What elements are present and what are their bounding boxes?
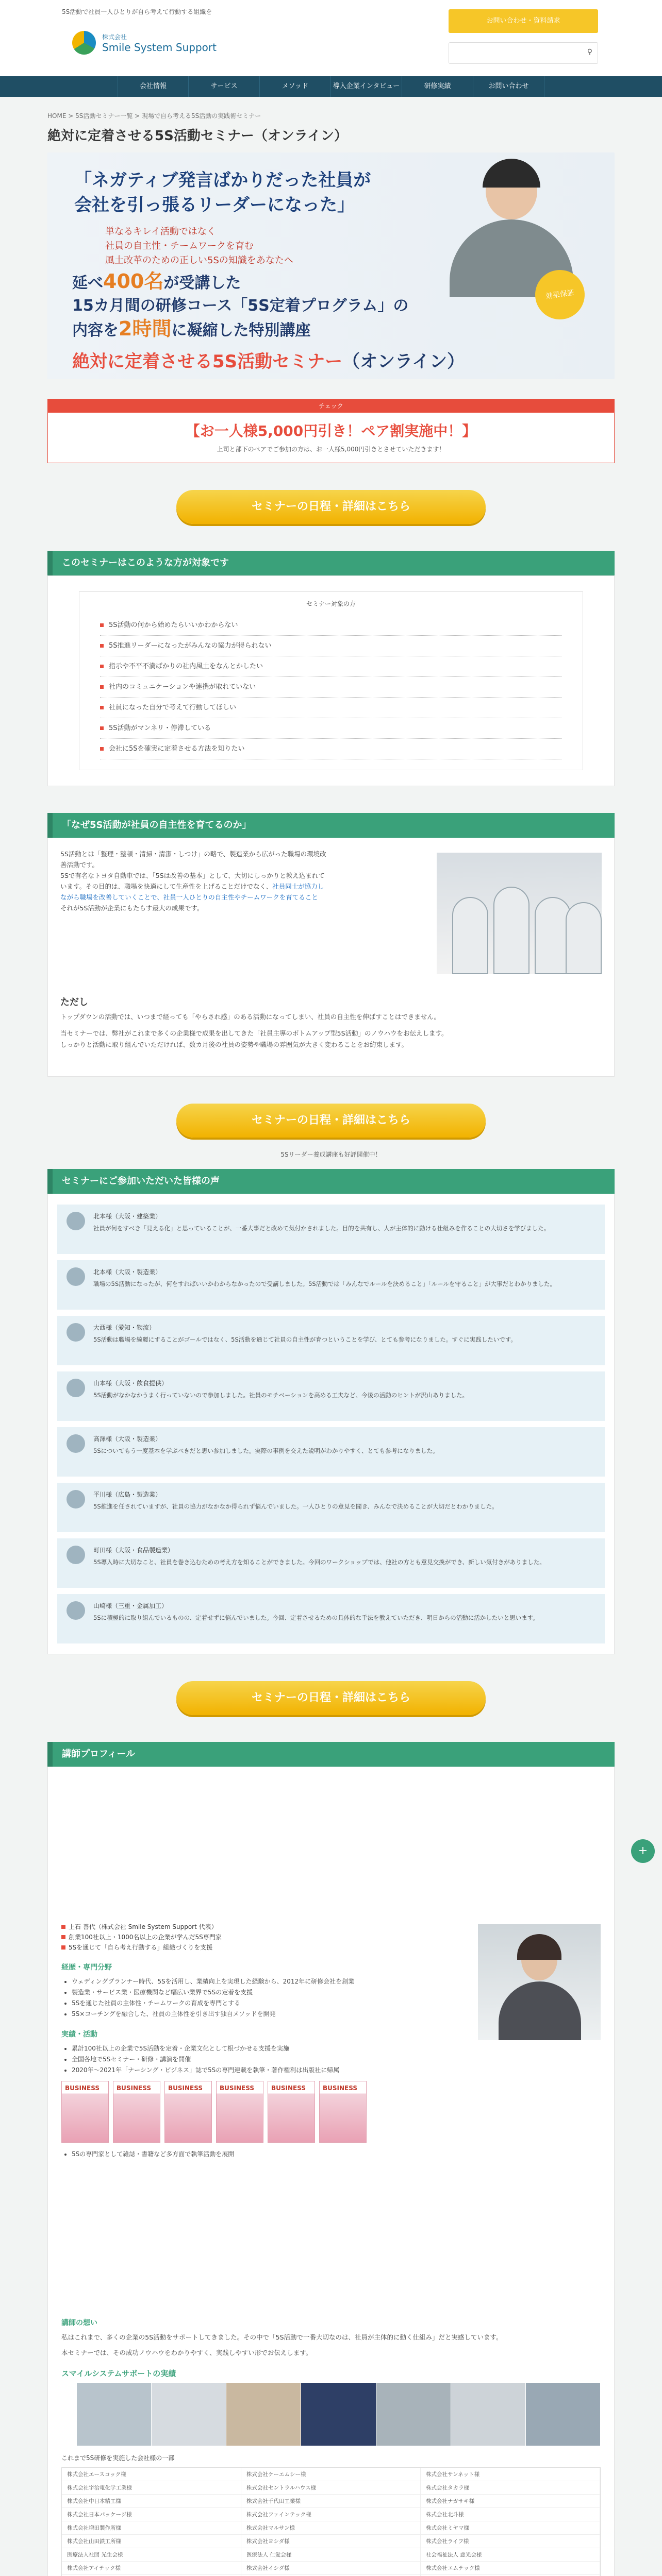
company-cell: 株式会社タカラ様 bbox=[421, 2481, 600, 2495]
page-title: 絶対に定着させる5S活動セミナー（オンライン） bbox=[47, 128, 348, 144]
company-cell: 株式会社エースコック様 bbox=[62, 2468, 241, 2481]
results-list: • 累計100社以上の企業で5S活動を定着・企業文化として根づかせる支援を実施 • 全国各地で5Sセミナー・研修・講演を開催 • 2020年〜2021年「ナーシング・ビジネス」誌で5Sの専門連載を執筆・著作権利は出版社に帰属 bbox=[61, 2043, 422, 2076]
avatar bbox=[67, 1267, 85, 1286]
magazine-cover bbox=[319, 2081, 367, 2143]
magazine-covers bbox=[61, 2081, 422, 2143]
team-photo bbox=[437, 853, 602, 974]
why-bottom-text: トップダウンの活動では、いつまで経っても「やらされ感」のある活動になってしまい、社員の自主性を伸ばすことはできません。 当セミナーでは、弊社がこれまで多くの企業様で成果を出してきた「社員主導のボトムアップ型5S活動」のノウハウをお伝えします。 しっかりと活動に取り組んでいただければ、数カ月後の社員の姿勢や職場の雰囲気が大きく変わることをお約束します。 bbox=[60, 1013, 448, 1048]
nav-company[interactable]: 会社情報 bbox=[118, 76, 189, 97]
results-heading: 実績・活動 bbox=[61, 2030, 97, 2039]
hero-headline: 延べ400名が受講した 15カ月間の研修コース「5S定着プログラム」の 内容を2時間に凝縮した特別講座 bbox=[72, 270, 409, 340]
profile-line: 5Sを通じて「自ら考え行動する」組織づくりを支援 bbox=[61, 1942, 422, 1953]
guarantee-badge: 効果保証 bbox=[532, 267, 588, 323]
campaign-title: 【お一人様5,000円引き！ペア割実施中！】 bbox=[185, 422, 477, 439]
magazine-cover bbox=[268, 2081, 315, 2143]
nav-contact[interactable]: お問い合わせ bbox=[473, 76, 544, 97]
company-prefix: 株式会社 bbox=[102, 33, 127, 41]
avatar bbox=[67, 1323, 85, 1342]
why-heading: 「なぜ5S活動が社員の自主性を育てるのか」 bbox=[47, 813, 615, 838]
hero-quote: 「ネガティブ発言ばかりだった社員が 会社を引っ張るリーダーになった」 bbox=[74, 170, 371, 215]
company-cell: 株式会社増田製作所様 bbox=[62, 2521, 241, 2535]
avatar bbox=[67, 1601, 85, 1620]
profile-panel bbox=[47, 1767, 615, 2576]
support-photo bbox=[301, 2383, 376, 2446]
profile-heading: 講師プロフィール bbox=[47, 1742, 615, 1767]
however-heading: ただし bbox=[60, 997, 88, 1008]
instructor-photo bbox=[478, 1924, 601, 2040]
company-cell: 株式会社日本パッケージ様 bbox=[62, 2508, 241, 2521]
avatar bbox=[67, 1212, 85, 1230]
seminar-details-button[interactable]: セミナーの日程・詳細はこちら bbox=[176, 1104, 486, 1138]
avatar bbox=[67, 1379, 85, 1397]
magazine-cover bbox=[61, 2081, 109, 2143]
site-header bbox=[0, 0, 662, 76]
company-cell: 株式会社ファインテック様 bbox=[241, 2508, 421, 2521]
voice-item: 町田様（大阪・食品製造業） 5S導入時に大切なこと、社員を巻き込むための考え方を知ることができました。今回のワークショップでは、他社の方とも意見交換ができ、新しい気付きがありました。 bbox=[57, 1538, 605, 1588]
company-cell: 株式会社ヨシダ様 bbox=[241, 2535, 421, 2548]
campaign-label: チェック bbox=[48, 399, 614, 413]
target-heading: このセミナーはこのような方が対象です bbox=[47, 551, 615, 575]
company-cell: 株式会社北斗様 bbox=[421, 2508, 600, 2521]
company-cell: 株式会社エムテック様 bbox=[421, 2562, 600, 2575]
search-icon[interactable]: ⚲ bbox=[587, 48, 592, 56]
floating-plus-button[interactable]: + bbox=[631, 1839, 655, 1863]
nav-results[interactable]: 研修実績 bbox=[402, 76, 473, 97]
pin-icon bbox=[61, 1925, 65, 1929]
support-photo bbox=[526, 2383, 601, 2446]
target-item: 社内のコミュニケーションや連携が取れていない bbox=[100, 677, 562, 698]
target-item: 5S活動がマンネリ・停滞している bbox=[100, 718, 562, 739]
contact-button[interactable]: お問い合わせ・資料請求 bbox=[449, 9, 598, 33]
message-text-2: 本セミナーでは、その成功ノウハウをわかりやすく、実践しやすい形でお伝えします。 bbox=[61, 2349, 312, 2357]
support-photos bbox=[77, 2383, 601, 2446]
company-cell: 株式会社ケーエムシー様 bbox=[241, 2468, 421, 2481]
company-cell: 株式会社サンネット様 bbox=[421, 2468, 600, 2481]
career-list: • ウェディングプランナー時代、5Sを活用し、業績向上を実現した経験から、2012年に研修会社を創業 • 製造業・サービス業・医療機関など幅広い業界で5Sの定着を支援 • 5Sを通じた社員の主体性・チームワークの育成を専門とする • 5S×コーチングを融合した、社員の主体性を引き出す独自メソッドを開発 bbox=[61, 1976, 422, 2020]
company-name: Smile System Support bbox=[102, 41, 217, 54]
support-photo bbox=[77, 2383, 152, 2446]
hero-sublines: 単なるキレイ活動ではなく 社員の自主性・チームワークを育む 風土改革のための正しい5Sの知識をあなたへ bbox=[105, 226, 293, 266]
avatar bbox=[67, 1490, 85, 1509]
avatar bbox=[67, 1434, 85, 1453]
company-cell: 株式会社山田鉄工所様 bbox=[62, 2535, 241, 2548]
company-cell: 医療法人社団 光生会様 bbox=[62, 2548, 241, 2562]
company-cell: 株式会社アイテック様 bbox=[62, 2562, 241, 2575]
magazine-note: • 5Sの専門家として雑誌・書籍など多方面で執筆活動を展開 bbox=[72, 2149, 422, 2160]
main-content bbox=[47, 97, 615, 2576]
company-cell: 株式会社ナガサキ様 bbox=[421, 2495, 600, 2508]
target-panel bbox=[47, 575, 615, 786]
target-box-title: セミナー対象の方 bbox=[306, 600, 356, 607]
leader-course-note[interactable]: 5Sリーダー養成講座も好評開催中！ bbox=[280, 1151, 382, 1158]
companies-table bbox=[61, 2467, 601, 2576]
company-cell: 社会福祉法人 慈光会様 bbox=[421, 2548, 600, 2562]
hero-seminar-title: 絶対に定着させる5S活動セミナー（オンライン） bbox=[72, 351, 465, 372]
support-photo bbox=[376, 2383, 451, 2446]
campaign-text: 上司と部下のペアでご参加の方は、お一人様5,000円引きとさせていただきます！ bbox=[217, 446, 445, 453]
voice-item: 高澤様（大阪・製造業） 5Sについてもう一度基本を学ぶべきだと思い参加しました。実際の事例を交えた説明がわかりやすく、とても参考になりました。 bbox=[57, 1427, 605, 1477]
voices-heading: セミナーにご参加いただいた皆様の声 bbox=[47, 1169, 615, 1194]
search-input[interactable] bbox=[449, 42, 598, 64]
voices-panel bbox=[47, 1194, 615, 1654]
voice-item: 平川様（広島・製造業） 5S推進を任されていますが、社員の協力がなかなか得られず悩んでいました。一人ひとりの意見を聞き、みんなで決めることが大切だとわかりました。 bbox=[57, 1483, 605, 1532]
company-cell: 株式会社ライフ様 bbox=[421, 2535, 600, 2548]
header-tagline: 5S活動で社員一人ひとりが自ら考えて行動する組織を bbox=[62, 8, 212, 15]
voice-item: 山本様（大阪・飲食提供） 5S活動がなかなかうまく行っていないので参加しました。社員のモチベーションを高める工夫など、今後の活動のヒントが沢山ありました。 bbox=[57, 1371, 605, 1421]
seminar-details-button[interactable]: セミナーの日程・詳細はこちら bbox=[176, 490, 486, 524]
main-nav bbox=[0, 76, 662, 97]
magazine-cover bbox=[113, 2081, 160, 2143]
why-panel bbox=[47, 838, 615, 1077]
pin-icon bbox=[61, 1935, 65, 1939]
nav-services[interactable]: サービス bbox=[189, 76, 260, 97]
breadcrumb[interactable]: HOME > 5S活動セミナー一覧 > 現場で自ら考える5S活動の実践術セミナー bbox=[47, 112, 261, 120]
pin-icon bbox=[61, 1945, 65, 1950]
target-item: 会社に5Sを確実に定着させる方法を知りたい bbox=[100, 739, 562, 759]
support-photo bbox=[226, 2383, 301, 2446]
career-heading: 経歴・専門分野 bbox=[61, 1963, 112, 1972]
profile-line: 上石 善代（株式会社 Smile System Support 代表） bbox=[61, 1922, 422, 1932]
company-cell: 株式会社セントラルハウス様 bbox=[241, 2481, 421, 2495]
voice-item: 山崎様（三重・金属加工） 5Sに積極的に取り組んでいるものの、定着せずに悩んでいました。今回、定着させるための具体的な手法を教えていただき、明日からの活動に活かしたいと思います。 bbox=[57, 1594, 605, 1643]
message-text: 私はこれまで、多くの企業の5S活動をサポートしてきました。その中で「5S活動で一番大切なのは、社員が主体的に動く仕組み」だと実感しています。 bbox=[61, 2333, 503, 2341]
company-cell: 株式会社ミヤマ様 bbox=[421, 2521, 600, 2535]
company-cell: 株式会社宇治電化学工業様 bbox=[62, 2481, 241, 2495]
target-item: 社員になった自分で考えて行動してほしい bbox=[100, 698, 562, 718]
voice-item: 北本様（大阪・建築業） 社員が何をすべき「見える化」と思っていることが、一番大事だと改めて気付かされました。目的を共有し、人が主体的に動ける仕組みを作ることの大切さを学びました。 bbox=[57, 1205, 605, 1254]
hero-banner bbox=[47, 152, 615, 379]
voice-item: 北本様（大阪・製造業） 職場の5S活動になったが、何をすればいいかわからなかったので受講しました。5S活動では「みんなでルールを決めること」「ルールを守ること」が大事だとわかりました。 bbox=[57, 1260, 605, 1310]
company-cell: 株式会社千代田工業様 bbox=[241, 2495, 421, 2508]
support-photo bbox=[451, 2383, 526, 2446]
avatar bbox=[67, 1546, 85, 1564]
nav-method[interactable]: メソッド bbox=[260, 76, 331, 97]
support-heading: スマイルシステムサポートの実績 bbox=[61, 2369, 176, 2378]
support-photo bbox=[152, 2383, 226, 2446]
why-text: 5S活動とは「整理・整頓・清掃・清潔・しつけ」の略で、製造業から広がった職場の環境改善活動です。 5Sで有名なトヨタ自動車では、「5Sは改善の基本」として、大切にしっかりと教え込まれています。その目的は、職場を快適にして生産性を上げることだけでなく、社員同士が協力しながら職場を改善していくことで、社員一人ひとりの自主性やチームワークを育てること それが5S活動が企業にもたらす最大の成果です。 bbox=[60, 850, 326, 912]
target-item: 5S推進リーダーになったがみんなの協力が得られない bbox=[100, 636, 562, 656]
company-cell: 株式会社中日本精工様 bbox=[62, 2495, 241, 2508]
company-cell: 株式会社マルサン様 bbox=[241, 2521, 421, 2535]
magazine-cover bbox=[216, 2081, 263, 2143]
companies-heading: これまで5S研修を実施した会社様の一部 bbox=[61, 2454, 175, 2462]
logo-mark-icon bbox=[72, 31, 96, 55]
campaign-box bbox=[47, 399, 615, 463]
company-cell: 医療法人 仁愛会様 bbox=[241, 2548, 421, 2562]
voice-item: 大西様（愛知・物流） 5S活動は職場を綺麗にすることがゴールではなく、5S活動を通じて社員の自主性が育つということを学び、とても参考になりました。すぐに実践したいです。 bbox=[57, 1316, 605, 1365]
seminar-details-button[interactable]: セミナーの日程・詳細はこちら bbox=[176, 1681, 486, 1715]
target-item: 5S活動の何から始めたらいいかわからない bbox=[100, 615, 562, 636]
profile-line: 創業100社以上・1000名以上の企業が学んだ5S専門家 bbox=[61, 1932, 422, 1942]
company-logo[interactable] bbox=[72, 31, 217, 55]
company-cell: 株式会社イシダ様 bbox=[241, 2562, 421, 2575]
target-item: 指示や不平不満ばかりの社内風土をなんとかしたい bbox=[100, 656, 562, 677]
message-heading: 講師の想い bbox=[61, 2319, 97, 2327]
magazine-cover bbox=[164, 2081, 212, 2143]
nav-interviews[interactable]: 導入企業インタビュー bbox=[331, 76, 402, 97]
